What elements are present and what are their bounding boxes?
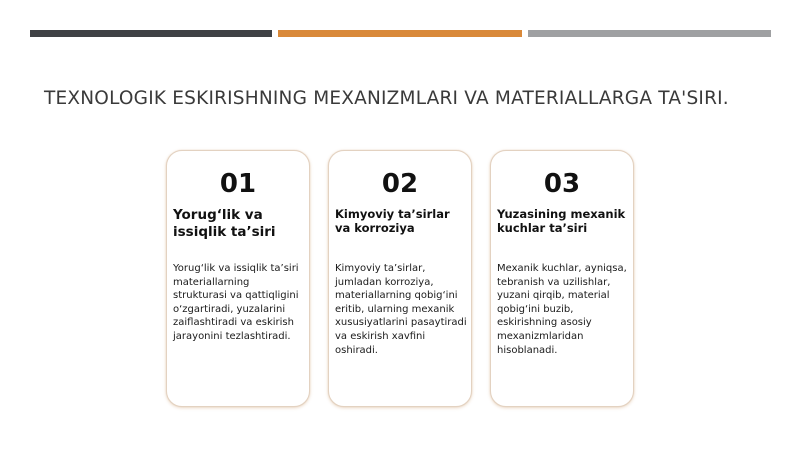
card-body-text: Mexanik kuchlar, ayniqsa, tebranish va uzilishlar, yuzani qirqib, material qobig‘ini buzib, eskirishning asosiy mexanizmlaridan hisoblanadi. xyxy=(497,263,627,356)
card-number: 02 xyxy=(381,169,419,199)
card-number: 01 xyxy=(219,169,257,199)
card-02 xyxy=(328,150,472,407)
card-body-text: Yorug‘lik va issiqlik ta’siri materiallarning strukturasi va qattiqligini o‘zgartiradi, yuzalarini zaiflashtiradi va eskirish jarayonini tezlashtiradi. xyxy=(173,263,299,342)
card-heading: Yuzasining mexanik kuchlar ta’siri xyxy=(497,207,626,236)
card-heading: Yorug‘lik va issiqlik ta’siri xyxy=(173,207,276,240)
card-03 xyxy=(490,150,634,407)
slide-title: TEXNOLOGIK ESKIRISHNING MEXANIZMLARI VA MATERIALLARGA TA'SIRI. xyxy=(44,88,729,109)
top-accent-bar-gray xyxy=(528,30,771,37)
card-heading: Kimyoviy ta’sirlar va korroziya xyxy=(335,207,450,236)
top-accent-bar-orange xyxy=(278,30,522,37)
card-body-text: Kimyoviy ta’sirlar, jumladan korroziya, materiallarning qobig‘ini eritib, ularning mexanik xususiyatlarini pasaytiradi va eskirish xavfini oshiradi. xyxy=(335,263,467,356)
top-accent-bar-dark xyxy=(30,30,272,37)
card-number: 03 xyxy=(543,169,581,199)
card-01 xyxy=(166,150,310,407)
